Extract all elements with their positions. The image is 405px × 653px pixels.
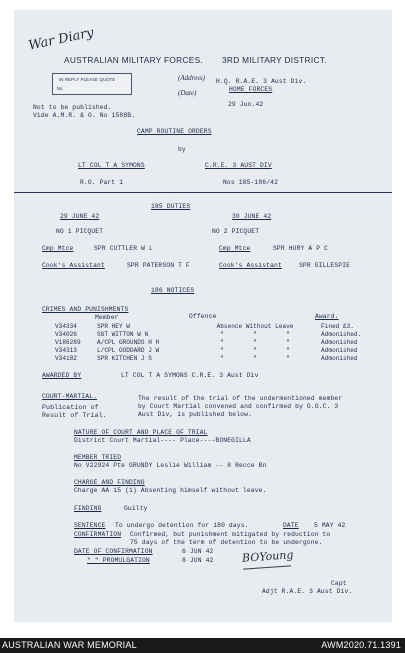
footer-right: AWM2020.71.1391: [321, 640, 401, 650]
hq-address: H.Q. R.A.E. 3 Aust Div.: [216, 78, 307, 85]
finding-value: Guilty: [124, 505, 148, 512]
org-title: AUSTRALIAN MILITARY FORCES.: [64, 55, 204, 65]
archive-footer: [0, 638, 405, 653]
crimes-cell-offence: " " ": [220, 339, 290, 346]
orders-by: by: [178, 146, 186, 153]
crimes-cell-award: Fined £3.: [321, 323, 354, 330]
confirmation-value1: Confirmed, but punishment mitigated by reduction to: [130, 531, 331, 538]
charge-value: Charge AA 15 (1) Absenting himself without leave.: [74, 487, 267, 494]
table-row: [55, 355, 381, 363]
stamp-no: No.: [57, 86, 64, 91]
signature: BOYoung: [241, 548, 294, 565]
col-award: Award.: [315, 313, 339, 320]
stamp-text: IN REPLY PLEASE QUOTE: [59, 77, 116, 82]
promulgation-label: " " PROMULGATION: [87, 557, 150, 564]
duties-right-cook-label: Cook's Assistant: [219, 262, 282, 269]
sentence-date-value: 5 MAY 42: [314, 522, 346, 529]
crimes-cell-no: V34334: [55, 323, 77, 330]
footer-left: AUSTRALIAN WAR MEMORIAL: [2, 640, 137, 650]
duties-right-camp-label: Cmp Mtce: [219, 245, 251, 252]
duties-left-camp-label: Cmp Mtce: [42, 245, 74, 252]
court-martial-body2: by Court Martial convened and confirmed by G.O.C. 3: [138, 403, 339, 410]
confirmation-label: CONFIRMATION: [74, 531, 122, 538]
crimes-cell-offence: Absence Without Leave: [216, 323, 294, 330]
duties-left-camp-value: SPR CUTTLER W L: [94, 245, 153, 252]
date-label: (Date): [178, 89, 197, 97]
crimes-cell-award: Admonished: [321, 339, 358, 346]
crimes-cell-no: V34026: [55, 331, 77, 338]
officer-role: C.R.E. 3 AUST DIV: [205, 162, 272, 169]
header-date: 29 Jun.42: [228, 101, 264, 108]
duties-right-picquet: NO 2 PICQUET: [212, 228, 260, 235]
orders-numbers: Nos 185-186/42: [223, 179, 279, 186]
not-published: Not to be published.: [33, 104, 112, 111]
document-page: [14, 10, 392, 622]
crimes-cell-no: V34313: [55, 347, 77, 354]
duties-right-camp-value: SPR HURY A P C: [273, 245, 329, 252]
awarded-value: LT COL T A SYMONS C.R.E. 3 Aust Div: [121, 372, 259, 379]
orders-title: CAMP ROUTINE ORDERS: [137, 128, 212, 135]
notices-heading: 186 NOTICES: [151, 287, 195, 294]
date-confirmation-label: DATE OF CONFIRMATION: [74, 548, 153, 555]
reply-stamp: [52, 73, 132, 95]
crimes-cell-member: SPR KITCHEN J S: [97, 355, 152, 362]
crimes-cell-award: Admonished.: [321, 331, 362, 338]
handwritten-annotation: War Diary: [27, 25, 96, 54]
col-offence: Offence: [189, 313, 217, 320]
nature-heading: NATURE OF COURT AND PLACE OF TRIAL: [74, 429, 208, 436]
member-tried-value: No V22924 Pte GRUNDY Leslie William -- 8 Recce Bn: [74, 462, 267, 469]
crimes-cell-award: Admonished: [321, 355, 358, 362]
duties-left-date: 29 JUNE 42: [60, 213, 100, 220]
signature-underline: [243, 565, 291, 569]
table-row: [55, 347, 381, 355]
crimes-cell-offence: " " ": [220, 331, 290, 338]
district-title: 3RD MILITARY DISTRICT.: [222, 55, 327, 65]
court-martial-sub1: Publication of: [42, 404, 99, 411]
orders-part: R.O. Part 1: [80, 179, 124, 186]
duties-left-picquet: NO 1 PICQUET: [56, 228, 104, 235]
crimes-cell-no: V186289: [55, 339, 81, 346]
table-row: [55, 331, 381, 339]
crimes-cell-offence: " " ": [220, 347, 290, 354]
crimes-cell-member: SGT WITTON W N: [97, 331, 149, 338]
duties-heading: 185 DUTIES: [151, 203, 191, 210]
vide-ref: Vide A.M.R. & O. No 1588B.: [33, 112, 136, 119]
crimes-cell-no: V34182: [55, 355, 77, 362]
table-row: [55, 339, 381, 347]
signature-title: Adjt R.A.E. 3 Aust Div.: [262, 588, 353, 595]
finding-label: FINDING: [74, 505, 102, 512]
court-martial-body1: The result of the trial of the undermentioned member: [138, 395, 343, 402]
confirmation-value2: 75 days of the term of detention to be undergone.: [130, 539, 323, 546]
promulgation-value: 8 JUN 42: [182, 557, 214, 564]
crimes-cell-member: A/CPL GROUNDS H H: [97, 339, 160, 346]
duties-left-cook-value: SPR PATERSON T F: [127, 262, 190, 269]
sentence-value: To undergo detention for 180 days.: [115, 522, 249, 529]
duties-right-cook-value: SPR GILLESPIE: [299, 262, 351, 269]
crimes-cell-award: Admonished: [321, 347, 358, 354]
signature-rank: Capt: [331, 580, 347, 587]
sentence-label: SENTENCE: [74, 522, 106, 529]
crimes-cell-offence: " " ": [220, 355, 290, 362]
header-rule: [14, 192, 392, 193]
sentence-date-label: DATE: [283, 522, 299, 529]
awarded-label: AWARDED BY: [42, 372, 82, 379]
member-tried-heading: MEMBER TRIED: [74, 454, 122, 461]
date-confirmation-value: 6 JUN 42: [182, 548, 214, 555]
crimes-table: [55, 323, 381, 363]
crimes-cell-member: SPR HEY W: [97, 323, 130, 330]
court-martial-heading: COURT-MARTIAL.: [42, 393, 98, 400]
court-martial-sub2: Result of Trial.: [42, 412, 107, 419]
commanding-officer: LT COL T A SYMONS: [78, 162, 145, 169]
home-forces: HOME FORCES: [229, 86, 273, 93]
court-martial-body3: Aust Div, is published below.: [138, 411, 252, 418]
duties-left-cook-label: Cook's Assistant: [42, 262, 105, 269]
crimes-cell-member: L/CPL GODDARD J W: [97, 347, 160, 354]
col-member: Member: [95, 314, 119, 321]
address-label: (Address): [178, 74, 205, 82]
crimes-heading: CRIMES AND PUNISHMENTS: [42, 306, 129, 313]
duties-right-date: 30 JUNE 42: [232, 213, 272, 220]
charge-heading: CHARGE AND FINDING: [74, 479, 145, 486]
table-row: [55, 323, 381, 331]
nature-value: District Court Martial---- Place----BONEGILLA: [74, 437, 251, 444]
